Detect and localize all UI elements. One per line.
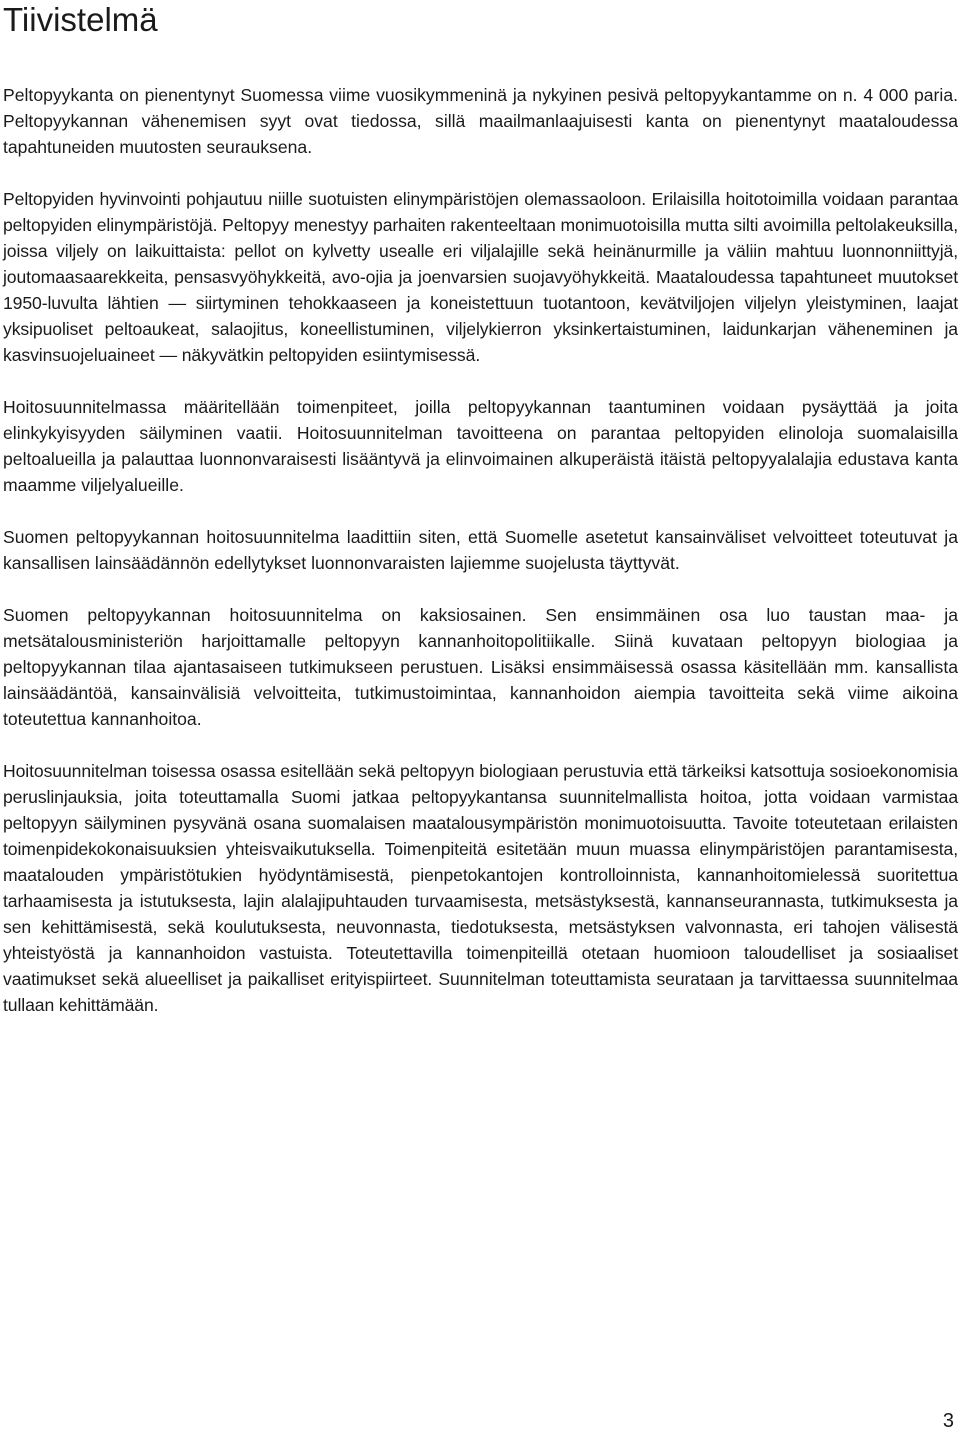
paragraph-intro: Peltopyykanta on pienentynyt Suomessa viime vuosikymmeninä ja nykyinen pesivä peltopyykantamme on n. 4 000 paria. Peltopyykannan vähenemisen syyt ovat tiedossa, sillä maailmanlaajuisesti kanta on pienentynyt maataloudessa tapahtuneiden muutosten seurauksena. [3, 85, 958, 157]
paragraph-part-one: Suomen peltopyykannan hoitosuunnitelma on kaksiosainen. Sen ensimmäinen osa luo taustan maa- ja metsätalousministeriön harjoittamalle peltopyyn kannanhoitopolitiikalle. Siinä kuvataan peltopyyn biologiaa ja peltopyykannan tilaa ajantasaiseen tutkimukseen perustuen. Lisäksi ensimmäisessä osassa käsitellään mm. kansallista lainsäädäntöä, kansainvälisiä velvoitteita, tutkimustoimintaa, kannanhoidon aiempia tavoitteita sekä viime aikoina toteutettua kannanhoitoa. [3, 605, 958, 729]
paragraph-habitats: Peltopyiden hyvinvointi pohjautuu niille suotuisten elinympäristöjen olemassaoloon. Erilaisilla hoitotoimilla voidaan parantaa peltopyiden elinympäristöjä. Peltopyy menestyy parhaiten rakenteeltaan monimuotoisilla mutta silti avoimilla peltolakeuksilla, joissa viljely on laikuittaista: pellot on kylvetty usealle eri viljalajille sekä heinänurmille ja väliin mahtuu luonnonniittyjä, joutomaasaarekkeita, pensasvyöhykkeitä, avo-ojia ja joenvarsien suojavyöhykkeitä. Maataloudessa tapahtuneet muutokset 1950-luvulta lähtien — siirtyminen tehokkaaseen ja koneistettuun tuotantoon, kevätviljojen viljelyn yleistyminen, laajat yksipuoliset peltoaukeat, salaojitus, koneellistuminen, viljelykierron yksinkertaistuminen, laidunkarjan väheneminen ja kasvinsuojeluaineet — näkyvätkin peltopyiden esiintymisessä. [3, 189, 958, 365]
page-title: Tiivistelmä [3, 1, 158, 38]
paragraph-part-two: Hoitosuunnitelman toisessa osassa esitellään sekä peltopyyn biologiaan perustuvia että tärkeiksi katsottuja sosioekonomisia peruslinjauksia, joita toteuttamalla Suomi jatkaa peltopyykantansa suunnitelmallista hoitoa, jotta voidaan varmistaa peltopyyn säilyminen pysyvänä osana suomalaisen maatalousympäristön monimuotoisuutta. Tavoite toteutetaan erilaisten toimenpidekokonaisuuksien yhteisvaikutuksella. Toimenpiteitä esitetään muun muassa elinympäristöjen parantamisesta, maatalouden ympäristötukien hyödyntämisestä, pienpetokantojen kontrolloinnista, kannanhoitomielessä suoritettua tarhaamisesta ja istutuksesta, lajin alalajipuhtauden turvaamisesta, metsästyksestä, kannanseurannasta, tutkimuksesta ja sen kehittämisestä, sekä koulutuksesta, neuvonnasta, tiedotuksesta, metsästyksen valvonnasta, eri tahojen välisestä yhteistyöstä ja kannanhoidon vastuista. Toteutettavilla toimenpiteillä otetaan huomioon taloudelliset ja sosiaaliset vaatimukset sekä alueelliset ja paikalliset erityispiirteet. Suunnitelman toteuttamista seurataan ja tarvittaessa suunnitelmaa tullaan kehittämään. [3, 761, 958, 1015]
summary-body [3, 82, 958, 1044]
page-number: 3 [942, 1410, 954, 1432]
paragraph-plan-goals: Hoitosuunnitelmassa määritellään toimenpiteet, joilla peltopyykannan taantuminen voidaan pysäyttää ja joita elinkykyisyyden säilyminen vaatii. Hoitosuunnitelman tavoitteena on parantaa peltopyiden elinoloja suomalaisilla peltoalueilla ja palauttaa luonnonvaraisesti lisääntyvä ja elinvoimainen alkuperäistä itäistä peltopyyalalajia edustava kanta maamme viljelyalueille. [3, 397, 958, 495]
paragraph-obligations: Suomen peltopyykannan hoitosuunnitelma laadittiin siten, että Suomelle asetetut kansainväliset velvoitteet toteutuvat ja kansallisen lainsäädännön edellytykset luonnonvaraisten lajiemme suojelusta täyttyvät. [3, 527, 958, 573]
